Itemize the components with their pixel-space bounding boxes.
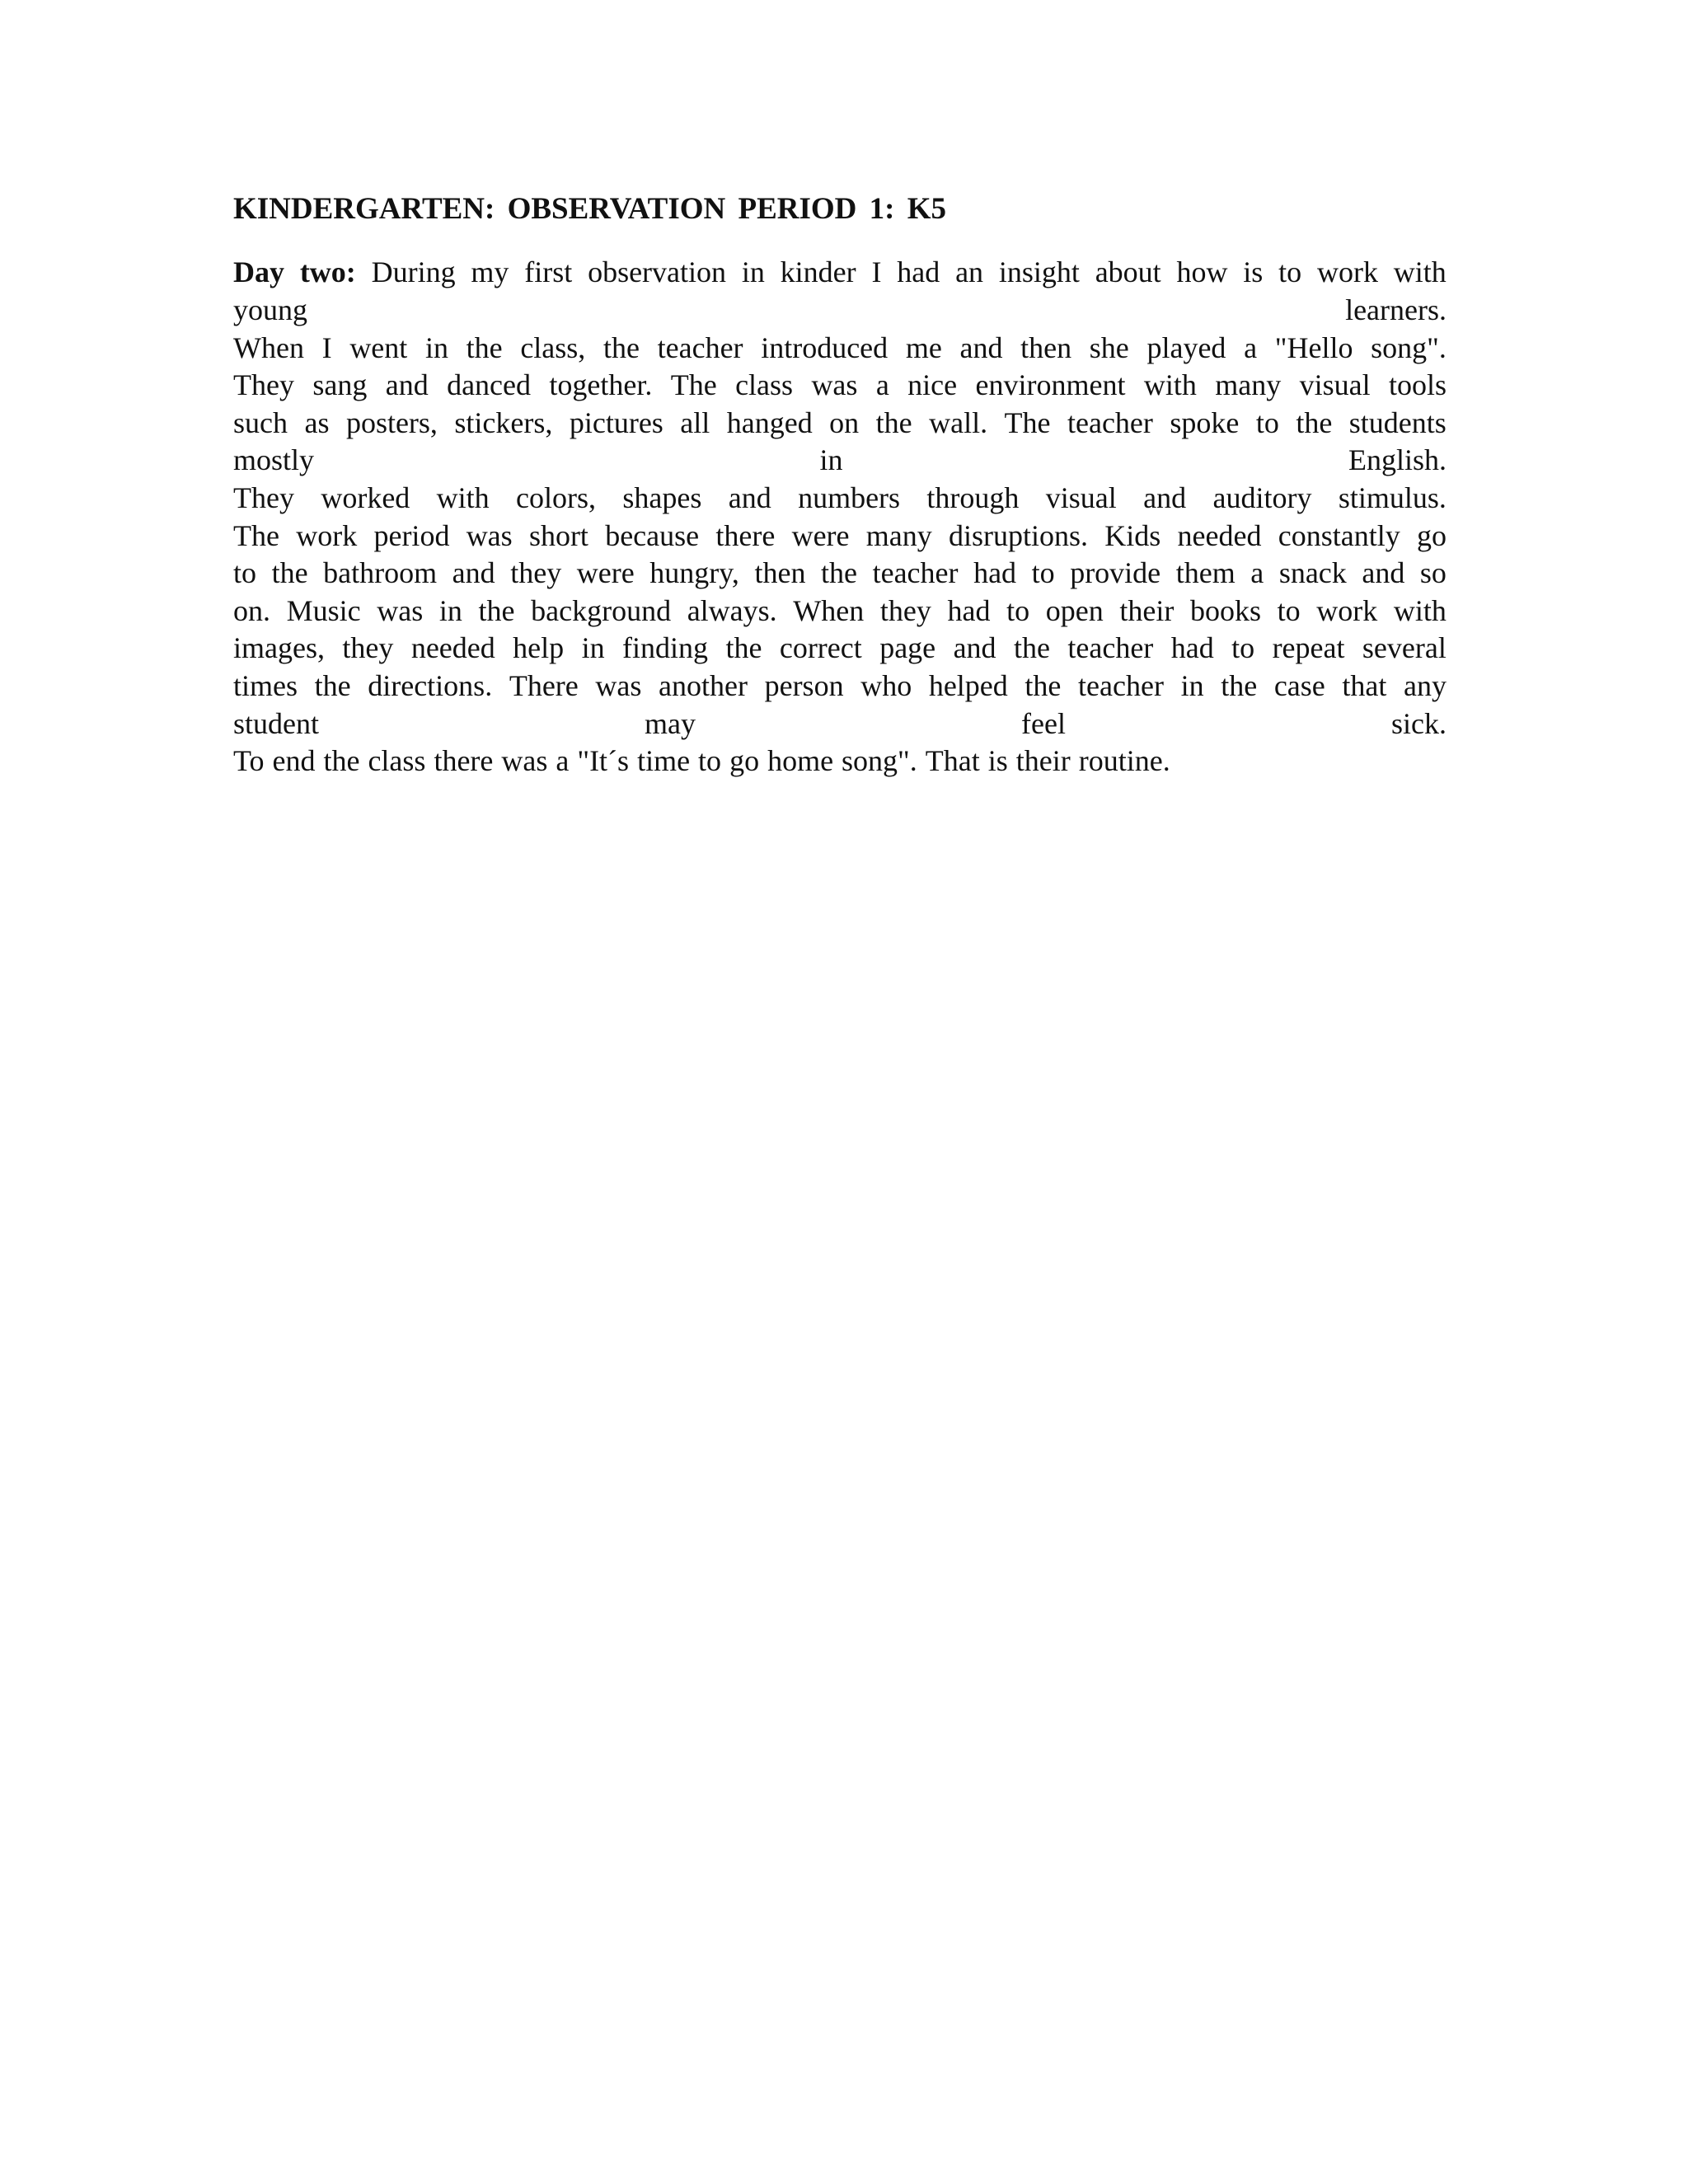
word: had <box>973 556 1017 590</box>
word: constantly <box>1278 518 1400 552</box>
word: snack <box>1278 556 1347 590</box>
word: hungry, <box>649 556 739 590</box>
word: shapes <box>622 480 702 514</box>
word: were <box>791 518 850 552</box>
word: go <box>729 744 760 778</box>
word: who <box>860 668 912 702</box>
paragraph-line <box>233 330 1447 368</box>
word: an <box>955 255 984 289</box>
word: on <box>829 405 860 439</box>
word: she <box>1089 330 1129 364</box>
word: wall. <box>929 405 988 439</box>
word: "It´s <box>577 744 630 778</box>
word: visual <box>1045 480 1117 514</box>
word: was <box>466 518 513 552</box>
word: tools <box>1388 368 1447 402</box>
word: about <box>1095 255 1161 289</box>
word: go <box>1416 518 1447 552</box>
word: to <box>1277 593 1301 627</box>
word: help <box>513 631 565 665</box>
word: them <box>1175 556 1236 590</box>
word: student <box>233 706 319 740</box>
word: learners. <box>1345 293 1447 326</box>
word: class, <box>520 330 586 364</box>
word: sick. <box>1390 706 1447 740</box>
word: books <box>1189 593 1261 627</box>
word: had <box>947 593 991 627</box>
word: There <box>509 668 579 702</box>
word: teacher <box>657 330 743 364</box>
word: feel <box>1021 706 1066 740</box>
word: to <box>233 556 257 590</box>
paragraph-line <box>233 442 1447 480</box>
word: another <box>659 668 748 702</box>
word: correct <box>779 631 862 665</box>
word: work <box>1316 593 1378 627</box>
word: and <box>1143 480 1187 514</box>
word: and <box>385 368 429 402</box>
word: with <box>1393 593 1447 627</box>
word: in <box>581 631 605 665</box>
word: teacher <box>1078 668 1164 702</box>
word: teacher <box>1067 405 1153 439</box>
word: "Hello <box>1274 330 1353 364</box>
word: short <box>528 518 588 552</box>
word: introduced <box>761 330 889 364</box>
word: because <box>605 518 700 552</box>
paragraph-line <box>233 630 1447 668</box>
paragraph-line <box>233 518 1447 555</box>
word: first <box>524 255 573 289</box>
word: may <box>645 706 696 740</box>
word: provide <box>1070 556 1161 590</box>
word: had <box>1170 631 1214 665</box>
word: images, <box>233 631 325 665</box>
word: I <box>321 330 332 364</box>
word: was <box>501 744 548 778</box>
word: were <box>576 556 635 590</box>
word: was <box>377 593 424 627</box>
word: then <box>754 556 806 590</box>
word: and <box>452 556 495 590</box>
word: then <box>1020 330 1072 364</box>
word: Music <box>286 593 361 627</box>
word: song". <box>842 744 917 778</box>
word: in <box>438 593 462 627</box>
word: routine. <box>1078 744 1170 778</box>
word: and <box>953 631 996 665</box>
word: period <box>373 518 450 552</box>
word: the <box>1013 631 1050 665</box>
word: colors, <box>516 480 597 514</box>
word: time <box>637 744 691 778</box>
word: the <box>1025 668 1062 702</box>
paragraph-line <box>233 743 1447 780</box>
paragraph-line <box>233 254 1447 292</box>
paragraph-line <box>233 705 1447 743</box>
word: such <box>233 405 288 439</box>
word: the <box>478 593 515 627</box>
word: spoke <box>1170 405 1240 439</box>
word: home <box>767 744 834 778</box>
word: To <box>233 744 265 778</box>
word: to <box>1231 631 1255 665</box>
word: work <box>296 518 358 552</box>
word: many <box>865 518 932 552</box>
word: played <box>1146 330 1226 364</box>
paragraph-line <box>233 405 1447 443</box>
word: kinder <box>780 255 856 289</box>
word: and <box>728 480 771 514</box>
word: a <box>556 744 570 778</box>
word: During <box>371 255 456 289</box>
word: a <box>875 368 889 402</box>
word: the <box>271 556 308 590</box>
word: in <box>1180 668 1204 702</box>
word: the <box>323 744 360 778</box>
word: teacher <box>872 556 959 590</box>
word: the <box>875 405 912 439</box>
word: is <box>987 744 1008 778</box>
paragraph-line <box>233 292 1447 330</box>
word: to <box>1255 405 1279 439</box>
word: disruptions. <box>949 518 1089 552</box>
word: mostly <box>233 443 315 477</box>
word: bathroom <box>323 556 438 590</box>
word: English. <box>1348 443 1447 477</box>
word: times <box>233 668 298 702</box>
word: They <box>233 480 294 514</box>
word: When <box>233 330 304 364</box>
word: pictures <box>569 405 663 439</box>
word: the <box>1296 405 1333 439</box>
word: through <box>926 480 1020 514</box>
word: numbers <box>798 480 901 514</box>
document-body <box>233 191 1447 780</box>
word: case <box>1273 668 1325 702</box>
word: insight <box>998 255 1080 289</box>
word: in <box>424 330 448 364</box>
word: The <box>1004 405 1051 439</box>
observation-paragraph <box>233 254 1447 780</box>
word: my <box>471 255 509 289</box>
word: danced <box>447 368 532 402</box>
word: person <box>764 668 844 702</box>
paragraph-line <box>233 668 1447 705</box>
word: several <box>1362 631 1447 665</box>
word: together. <box>549 368 653 402</box>
word: finding <box>622 631 709 665</box>
word: with <box>436 480 490 514</box>
word: many <box>1215 368 1282 402</box>
word: to <box>698 744 722 778</box>
word: students <box>1348 405 1447 439</box>
word: the <box>1221 668 1258 702</box>
paragraph-line <box>233 555 1447 593</box>
word: they <box>342 631 394 665</box>
word: me <box>905 330 942 364</box>
word: to <box>1031 556 1055 590</box>
word: observation <box>588 255 727 289</box>
word: all <box>680 405 710 439</box>
word: repeat <box>1272 631 1345 665</box>
word: auditory <box>1212 480 1312 514</box>
word: the <box>603 330 640 364</box>
word: They <box>233 368 294 402</box>
word: in <box>741 255 765 289</box>
word: Kids <box>1104 518 1161 552</box>
word: hanged <box>726 405 813 439</box>
word: the <box>821 556 858 590</box>
word: there <box>715 518 776 552</box>
word: background <box>531 593 672 627</box>
word: stimulus. <box>1338 480 1447 514</box>
word: with <box>1393 255 1447 289</box>
word: and <box>959 330 1003 364</box>
word: song". <box>1371 330 1447 364</box>
word: stickers, <box>454 405 553 439</box>
day-label-word: Day <box>233 255 284 289</box>
word: That <box>925 744 980 778</box>
word: a <box>1250 556 1264 590</box>
word: I <box>871 255 882 289</box>
word: and <box>1362 556 1405 590</box>
word: the <box>314 668 351 702</box>
word: they <box>510 556 562 590</box>
word: with <box>1143 368 1197 402</box>
word: sang <box>312 368 368 402</box>
word: to <box>1278 255 1302 289</box>
word: that <box>1342 668 1387 702</box>
word: the <box>725 631 762 665</box>
document-heading: KINDERGARTEN: OBSERVATION PERIOD 1: K5 <box>233 192 946 226</box>
word: a <box>1244 330 1258 364</box>
word: class <box>368 744 426 778</box>
word: When <box>793 593 865 627</box>
word: work <box>1316 255 1378 289</box>
word: their <box>1015 744 1071 778</box>
word: as <box>304 405 330 439</box>
word: any <box>1404 668 1447 702</box>
paragraph-line <box>233 367 1447 405</box>
word: class <box>735 368 794 402</box>
day-label-word: two: <box>299 255 356 289</box>
word: helped <box>928 668 1008 702</box>
word: always. <box>687 593 777 627</box>
word: posters, <box>345 405 438 439</box>
word: on. <box>233 593 270 627</box>
word: The <box>233 518 279 552</box>
word: needed <box>410 631 495 665</box>
word: open <box>1045 593 1104 627</box>
word: nice <box>907 368 958 402</box>
word: teacher <box>1067 631 1154 665</box>
word: environment <box>975 368 1126 402</box>
word: had <box>897 255 940 289</box>
word: visual <box>1299 368 1371 402</box>
word: their <box>1119 593 1175 627</box>
word: the <box>466 330 503 364</box>
word: how <box>1176 255 1228 289</box>
word: needed <box>1177 518 1262 552</box>
word: end <box>272 744 316 778</box>
word: went <box>349 330 408 364</box>
word: page <box>879 631 936 665</box>
word: young <box>233 293 307 326</box>
word: to <box>1006 593 1030 627</box>
word: so <box>1419 556 1447 590</box>
word: is <box>1243 255 1264 289</box>
word: there <box>434 744 494 778</box>
paragraph-line <box>233 480 1447 518</box>
word: directions. <box>368 668 493 702</box>
word: The <box>670 368 717 402</box>
word: was <box>595 668 642 702</box>
word: worked <box>321 480 410 514</box>
word: was <box>811 368 858 402</box>
word: in <box>819 443 843 477</box>
paragraph-line <box>233 593 1447 630</box>
word: they <box>879 593 931 627</box>
